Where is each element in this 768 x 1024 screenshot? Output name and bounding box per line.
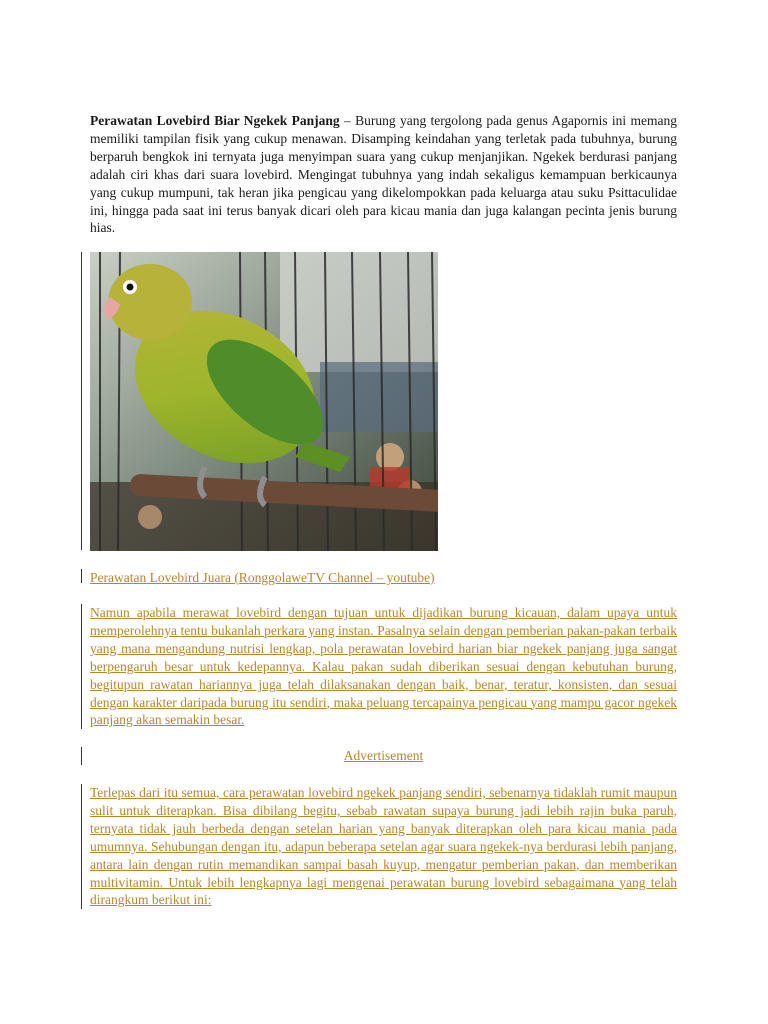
paragraph-3 [90,784,677,909]
advertisement-link[interactable]: Advertisement [343,748,424,763]
article-title: Perawatan Lovebird Biar Ngekek Panjang [90,113,340,128]
photo-caption-link[interactable]: Perawatan Lovebird Juara (RonggolaweTV Channel – youtube) [90,570,435,585]
intro-paragraph [90,112,677,237]
para3-bar [81,784,82,909]
lovebird-photo [90,252,438,551]
bird-illustration [90,252,438,551]
intro-text: – Burung yang tergolong pada genus Agapornis ini memang memiliki tampilan fisik yang cukup menawan. Disamping keindahan yang terletak pada tubuhnya, burung berparuh bengkok ini ternyata juga menyimpan suara yang cukup menjanjikan. Ngekek berdurasi panjang adalah ciri khas dari suara lovebird. Mengingat tubuhnya yang indah sekaligus kemampuan berkicaunya yang cukup mumpuni, tak heran jika pengicau yang dikelompokkan pada keluarga atau suku Psittaculidae ini, hingga pada saat ini terus banyak dicari oleh para kicau mania dan juga kalangan pecinta jenis burung hias. [90,113,678,236]
paragraph-2-link[interactable]: Namun apabila merawat lovebird dengan tujuan untuk dijadikan burung kicauan, dalam upaya untuk memperolehnya tentu bukanlah perkara yang instan. Pasalnya selain dengan pemberian pakan-pakan terbaik yang mana mengandung nutrisi lengkap, pola perawatan lovebird harian biar ngekek panjang juga sangat berpengaruh besar untuk kedepannya. Kalau pakan sudah diberikan sesuai dengan kebutuhan burung, begitupun rawatan hariannya juga telah dilaksanakan dengan baik, benar, teratur, konsisten, dan sesuai dengan karakter daripada burung itu sendiri, maka peluang tercapainya pengicau yang mampu gacor ngekek panjang akan semakin besar. [90,605,677,728]
para2-bar [81,604,82,729]
paragraph-2 [90,604,677,729]
caption-bar [81,569,82,583]
paragraph-3-link[interactable]: Terlepas dari itu semua, cara perawatan lovebird ngekek panjang sendiri, sebenarnya tidaklah rumit maupun sulit untuk diterapkan. Bisa dibilang begitu, sebab rawatan supaya burung jadi lebih rajin buka paruh, ternyata tidak jauh berbeda dengan setelan harian yang banyak diterapkan oleh para kicau mania pada umumnya. Sehubungan dengan itu, adapun beberapa setelan agar suara ngekek-nya berdurasi lebih panjang, antara lain dengan rutin memandikan sampai basah kuyup, mengatur pemberian pakan, dan memberikan multivitamin. Untuk lebih lengkapnya lagi mengenai perawatan burung lovebird sebagaimana yang telah dirangkum berikut ini: [90,785,677,908]
quote-bar [81,252,82,550]
ad-bar [81,747,82,765]
